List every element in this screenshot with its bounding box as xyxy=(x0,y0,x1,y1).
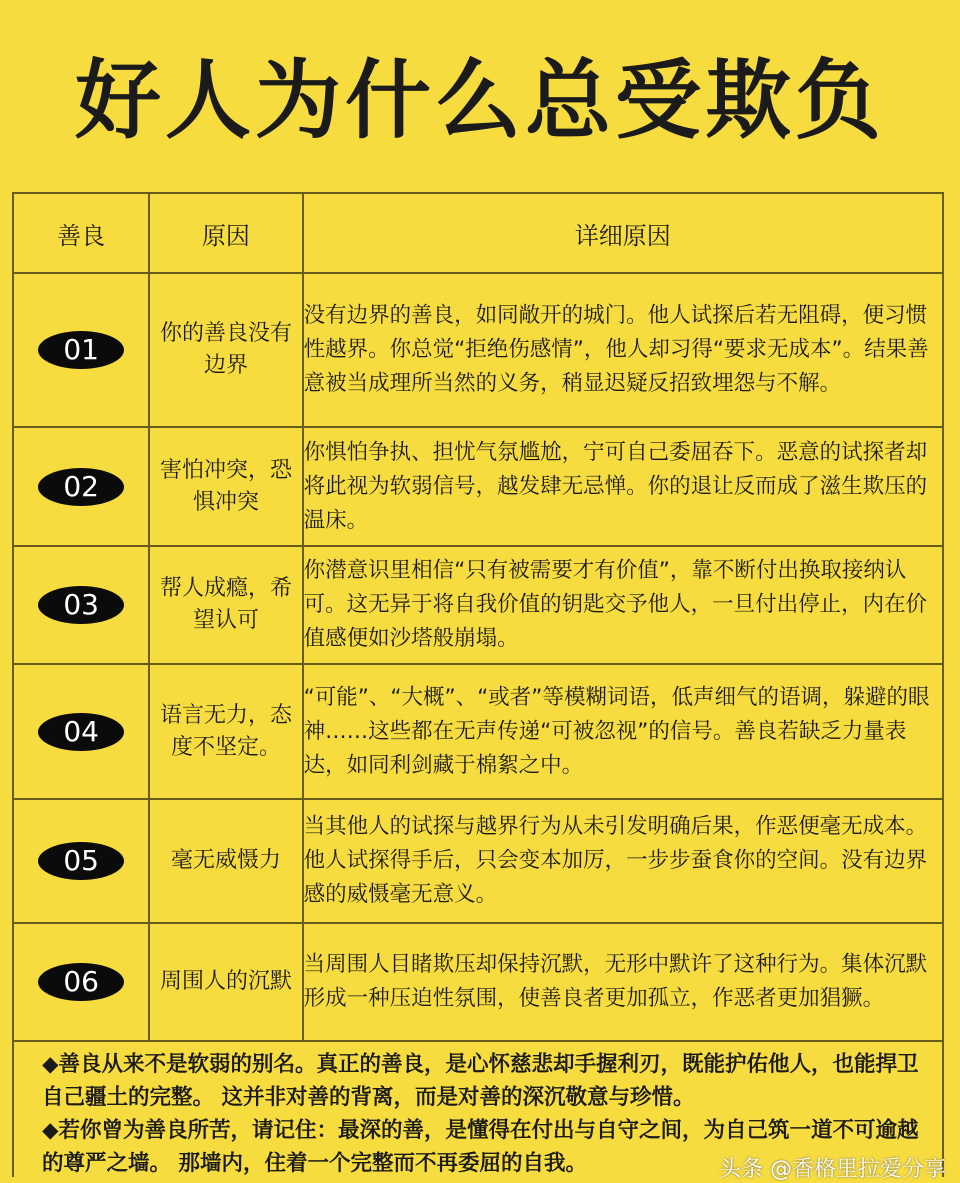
detail-cell: 当其他人的试探与越界行为从未引发明确后果，作恶便毫无成本。他人试探得手后，只会变本加厉，一步步蚕食你的空间。没有边界感的威慑毫无意义。 xyxy=(303,799,943,923)
reasons-table xyxy=(12,192,944,1042)
header-kindness: 善良 xyxy=(13,193,149,273)
summary-paragraph-2: ◆若你曾为善良所苦，请记住：最深的善，是懂得在付出与自守之间，为自己筑一道不可逾越的尊严之墙。 那墙内，住着一个完整而不再委屈的自我。 xyxy=(42,1118,919,1176)
header-reason: 原因 xyxy=(149,193,302,273)
table-header-row xyxy=(13,193,943,273)
number-cell xyxy=(13,664,149,799)
number-cell xyxy=(13,546,149,664)
number-badge: 03 xyxy=(38,586,124,624)
reason-cell: 帮人成瘾，希望认可 xyxy=(149,546,302,664)
table-row xyxy=(13,923,943,1041)
detail-cell: “可能”、“大概”、“或者”等模糊词语，低声细气的语调，躲避的眼神……这些都在无声传递“可被忽视”的信号。善良若缺乏力量表达，如同利剑藏于棉絮之中。 xyxy=(303,664,943,799)
watermark: 头条 @香格里拉爱分享 xyxy=(719,1157,946,1182)
table-row xyxy=(13,427,943,546)
number-badge: 02 xyxy=(38,468,124,506)
number-badge: 05 xyxy=(38,842,124,880)
detail-cell: 你潜意识里相信“只有被需要才有价值”，靠不断付出换取接纳认可。这无异于将自我价值的钥匙交予他人，一旦付出停止，内在价值感便如沙塔般崩塌。 xyxy=(303,546,943,664)
number-cell xyxy=(13,799,149,923)
reason-cell: 周围人的沉默 xyxy=(149,923,302,1041)
table-row xyxy=(13,546,943,664)
reason-cell: 语言无力，态度不坚定。 xyxy=(149,664,302,799)
reason-cell: 你的善良没有边界 xyxy=(149,273,302,427)
number-cell xyxy=(13,923,149,1041)
table-row xyxy=(13,799,943,923)
number-badge: 04 xyxy=(38,713,124,751)
detail-cell: 你惧怕争执、担忧气氛尴尬，宁可自己委屈吞下。恶意的试探者却将此视为软弱信号，越发肆无忌惮。你的退让反而成了滋生欺压的温床。 xyxy=(303,427,943,546)
page-title: 好人为什么总受欺负 xyxy=(75,51,885,151)
number-cell xyxy=(13,427,149,546)
header-detail: 详细原因 xyxy=(303,193,943,273)
detail-cell: 没有边界的善良，如同敞开的城门。他人试探后若无阻碍，便习惯性越界。你总觉“拒绝伤感情”，他人却习得“要求无成本”。结果善意被当成理所当然的义务，稍显迟疑反招致埋怨与不解。 xyxy=(303,273,943,427)
number-cell xyxy=(13,273,149,427)
reason-cell: 害怕冲突，恐惧冲突 xyxy=(149,427,302,546)
reason-cell: 毫无威慑力 xyxy=(149,799,302,923)
summary-paragraph-1: ◆善良从来不是软弱的别名。真正的善良，是心怀慈悲却手握利刃，既能护佑他人，也能捍卫自己疆土的完整。 这并非对善的背离，而是对善的深沉敬意与珍惜。 xyxy=(42,1052,919,1110)
table-row xyxy=(13,664,943,799)
number-badge: 01 xyxy=(38,331,124,369)
table-row xyxy=(13,273,943,427)
number-badge: 06 xyxy=(38,963,124,1001)
detail-cell: 当周围人目睹欺压却保持沉默，无形中默许了这种行为。集体沉默形成一种压迫性氛围，使善良者更加孤立，作恶者更加猖獗。 xyxy=(303,923,943,1041)
